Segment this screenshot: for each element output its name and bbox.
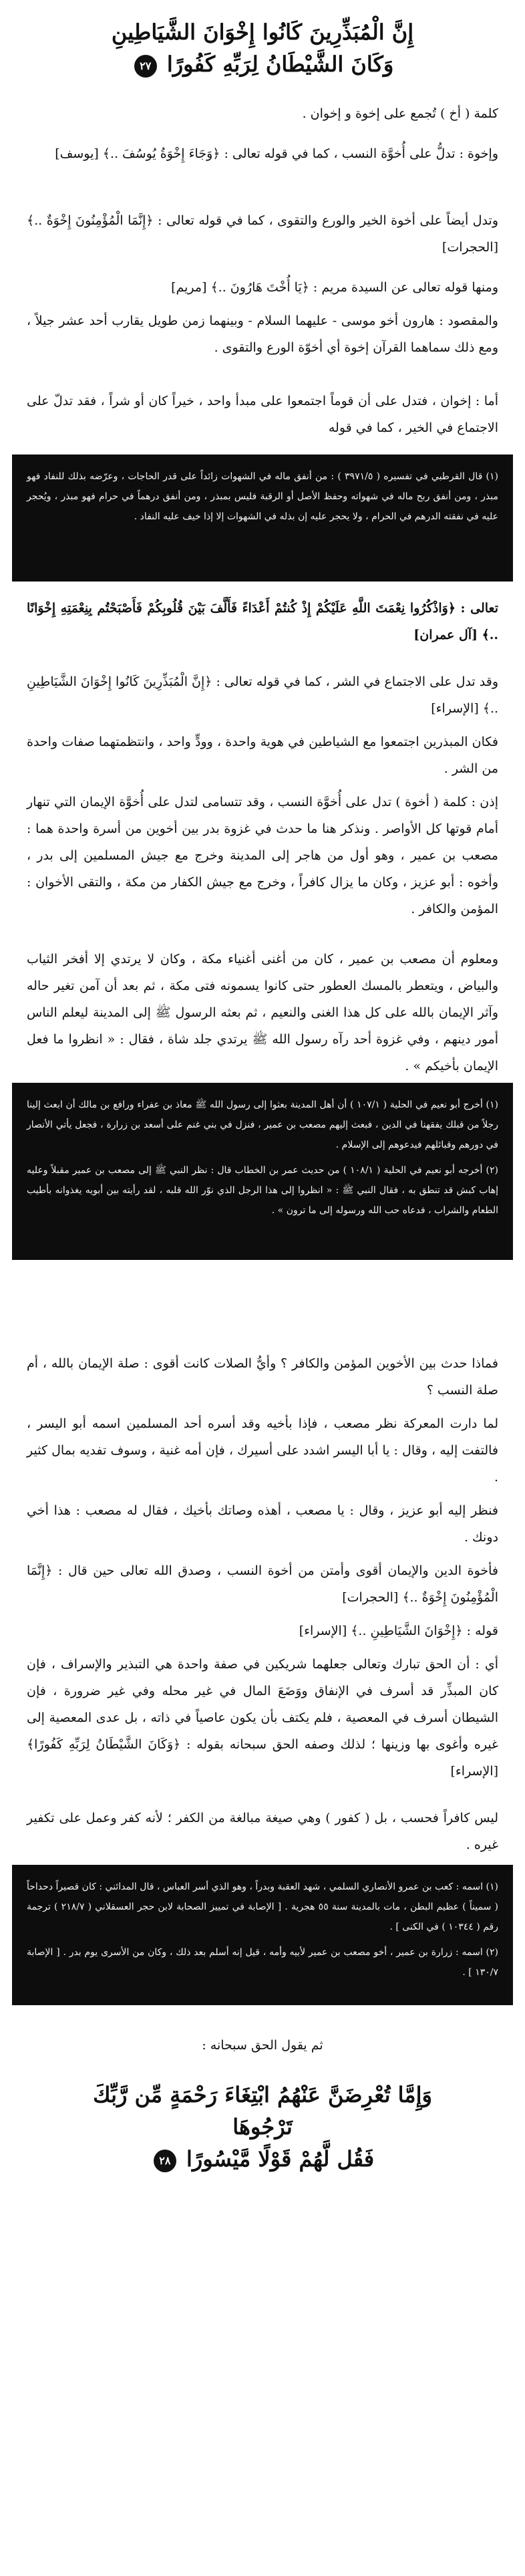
verse-heading xyxy=(73,2079,452,2175)
verse-line: وَإِمَّا تُعْرِضَنَّ عَنْهُمُ ابْتِغَاءَ رَحْمَةٍ مِّن رَّبِّكَ تَرْجُوهَا xyxy=(93,2082,432,2140)
verse-line-text: فَقُل لَّهُمْ قَوْلًا مَّيْسُورًا xyxy=(186,2146,375,2172)
paragraph: فنظر إليه أبو عزيز ، وقال : يا مصعب ، أهذه وصاتك بأخيك ، فقال له مصعب : هذا أخي دونك . xyxy=(27,1503,498,1545)
verse-line xyxy=(73,2143,452,2175)
footnote: (٢) أخرجه أبو نعيم في الحلية ( ١٠٨/١ ) من حديث عمر بن الخطاب قال : نظر النبي ﷺ إلى مصعب بن عمير مقبلاً وعليه إهاب كبش قد تنطق به ، فقال النبي ﷺ : « انظروا إلى هذا الرجل الذي نوّر الله قلبه ، لقد رأيته بين أبويه يغذوانه بأطيب الطعام والشراب ، فدعاه حب الله ورسوله إلى ما ترون » . xyxy=(27,1165,498,1216)
paragraph: إذن : كلمة ( أخوة ) تدل على أُخوَّة النسب ، وقد تتسامى لتدل على أُخوَّة الإيمان التي تنهار أمام قوتها كل الأواصر . ونذكر هنا ما حدث في غزوة بدر بين أخوين من أسرة واحدة هما : مصعب بن عمير ، وهو أول من هاجر إلى المدينة وخرج مع جيش المسلمين إلى بدر ، وأخوه : أبو عزيز ، وكان ما يزال كافراً ، وخرج مع جيش الكفار من مكة ، والتقى الأخوان : المؤمن والكافر . xyxy=(27,795,498,916)
footnote: (١) قال القرطبي في تفسيره ( ٣٩٧١/٥ ) : من أنفق ماله في الشهوات زائداً على قدر الحاجات ، وعرّضه بذلك للنفاد فهو مبذر ، ومن أنفق ربح ماله في شهواته وحفظ الأصل أو الرقبة فليس بمبذر ، ومن أنفق درهماً في حرام فهو مبذر ، ويُحجر عليه في نفقته الدرهم في الحرام ، ولا يحجر عليه إن بذله في الشهوات إلا إذا خيف عليه النفاد . xyxy=(27,471,498,522)
footnotes-box xyxy=(12,455,513,582)
paragraph: قوله : ﴿إِخْوَانَ الشَّيَاطِينِ ..﴾ [الإسراء] xyxy=(299,1624,498,1638)
paragraph: كلمة ( أخ ) تُجمع على إخوة و إخوان . xyxy=(302,106,498,121)
paragraph: ومعلوم أن مصعب بن عمير ، كان من أغنى أغنياء مكة ، وكان لا يرتدي إلا أفخر الثياب والبياض ، ويتعطر بالمسك العطور حتى كانوا يسمونه فتى مكة ، ثم بعد أن آمن تغير حاله وآثر الإيمان بالله على كل هذا الغنى والنعيم ، ثم بعثه الرسول ﷺ إلى المدينة ليعلم الناس أمور دينهم ، وفي غزوة أحد رآه رسول الله ﷺ يرتدي جلد شاة ، فقال : « انظروا ما فعل الإيمان بأخيكم » . xyxy=(27,952,498,1073)
page-3 xyxy=(0,1337,525,2005)
paragraph: أي : أن الحق تبارك وتعالى جعلهما شريكين في صفة واحدة هي التبذير والإسراف ، فإن كان المبذِّر قد أسرف في الإنفاق ووَضَعَ المال في غير محله وفي غير ضرورة ، فإن الشيطان أسرف في المعصية ، فلم يكتف بأن يكون عاصياً في ذاته ، بل عدى المعصية إلى غيره وأغوى بها وزينها ؛ لذلك وصفه الحق سبحانه بقوله : ﴿وَكَانَ الشَّيْطَانُ لِرَبِّهِ كَفُورًا﴾ [الإسراء] xyxy=(27,1657,498,1779)
footnote: (١) أخرج أبو نعيم في الحلية ( ١٠٧/١ ) أن أهل المدينة بعثوا إلى رسول الله ﷺ معاذ بن عفراء ورافع بن مالك أن ابعث إلينا رجلاً من قبلك يفقهنا في الدين ، فبعث إليهم مصعب بن عمير ، فنزل في بني غنم على أسعد بن زرارة ، فجعل يأتي الأنصار في دورهم وقبائلهم فيدعوهم إلى الإسلام . xyxy=(27,1100,499,1150)
verse-line: إِنَّ الْمُبَذِّرِينَ كَانُوا إِخْوَانَ الشَّيَاطِينِ xyxy=(111,19,414,45)
verse-number-badge: ٢٧ xyxy=(134,55,157,78)
footnotes-box xyxy=(12,1083,513,1260)
footnote: (٢) اسمه : زرارة بن عمير ، أخو مصعب بن عمير لأبيه وأمه ، قيل إنه أسلم بعد ذلك ، وكان من الأسرى يوم بدر . [ الإصابة ١٣٠/٧ ] . xyxy=(27,1947,498,1978)
page-2 xyxy=(0,588,525,1337)
paragraph: لما دارت المعركة نظر مصعب ، فإذا بأخيه وقد أسره أحد المسلمين اسمه أبو اليسر ، فالتفت إليه ، وقال : يا أبا اليسر اشدد على أسيرك ، فإن أمه غنية ، وسوف تفديه بمال كثير . xyxy=(27,1416,498,1485)
verse-number-badge: ٢٨ xyxy=(154,2150,176,2172)
paragraph: وإخوة : تدلُّ على أُخوَّة النسب ، كما في قوله تعالى : ﴿وَجَاءَ إِخْوَةُ يُوسُفَ ..﴾ [يوسف] xyxy=(55,146,498,161)
paragraph: ليس كافراً فحسب ، بل ( كفور ) وهي صيغة مبالغة من الكفر ؛ لأنه كفر وعمل على تكفير غيره . xyxy=(27,1811,498,1852)
page-4 xyxy=(0,2005,525,2576)
paragraph: وتدل أيضاً على أخوة الخير والورع والتقوى ، كما في قوله تعالى : ﴿إِنَّمَا الْمُؤْمِنُونَ إِخْوَةٌ ..﴾ [الحجرات] xyxy=(27,213,498,255)
footnotes-box xyxy=(12,1865,513,2005)
footnote: (١) اسمه : كعب بن عمرو الأنصاري السلمي ، شهد العقبة وبدراً ، وهو الذي أسر العباس ، قال المدائني : كان قصيراً دحداحاً ( سميناً ) عظيم البطن ، مات بالمدينة سنة ٥٥ هجرية . [ الإصابة في تمييز الصحابة لابن حجر العسقلاني ( ٢١٨/٧ ) ترجمة رقم ( ١٠٣٤٤ ) في الكنى ] . xyxy=(27,1882,498,1932)
verse-line xyxy=(73,48,452,80)
verse-heading xyxy=(73,16,452,80)
paragraph: فماذا حدث بين الأخوين المؤمن والكافر ؟ وأيُّ الصلات كانت أقوى : صلة الإيمان بالله ، أم صلة النسب ؟ xyxy=(27,1356,498,1398)
page-1 xyxy=(0,0,525,588)
paragraph: أما : إخوان ، فتدل على أن قوماً اجتمعوا على مبدأ واحد ، خيراً كان أو شراً ، فقد تدلّ على الاجتماع في الخير ، كما في قوله xyxy=(27,394,498,435)
paragraph: تعالى : ﴿وَاذْكُرُوا نِعْمَتَ اللَّهِ عَلَيْكُمْ إِذْ كُنتُمْ أَعْدَاءً فَأَلَّفَ بَيْنَ قُلُوبِكُمْ فَأَصْبَحْتُم بِنِعْمَتِهِ إِخْوَانًا ..﴾ [آل عمران] xyxy=(27,601,498,642)
paragraph: فأخوة الدين والإيمان أقوى وأمتن من أخوة النسب ، وصدق الله تعالى حين قال : ﴿إِنَّمَا الْمُؤْمِنُونَ إِخْوَةٌ ..﴾ [الحجرات] xyxy=(27,1563,498,1605)
paragraph: فكان المبذرين اجتمعوا مع الشياطين في هوية واحدة ، وودٍّ واحد ، وانتظمتهما صفات واحدة من الشر . xyxy=(27,735,498,776)
paragraph: والمقصود : هارون أخو موسى - عليهما السلام - وبينهما زمن طويل يقارب أحد عشر جيلاً ، ومع ذلك سماهما القرآن إخوة أي أخوّة الورع والتقوى . xyxy=(27,313,498,355)
paragraph: ثم يقول الحق سبحانه : xyxy=(202,2038,323,2053)
paragraph: وقد تدل على الاجتماع في الشر ، كما في قوله تعالى : ﴿إِنَّ الْمُبَذِّرِينَ كَانُوا إِخْوَانَ الشَّيَاطِينِ ..﴾ [الإسراء] xyxy=(27,674,498,716)
paragraph: ومنها قوله تعالى عن السيدة مريم : ﴿يَا أُخْتَ هَارُونَ ..﴾ [مريم] xyxy=(171,280,498,295)
verse-line-text: وَكَانَ الشَّيْطَانُ لِرَبِّهِ كَفُورًا xyxy=(166,51,394,77)
